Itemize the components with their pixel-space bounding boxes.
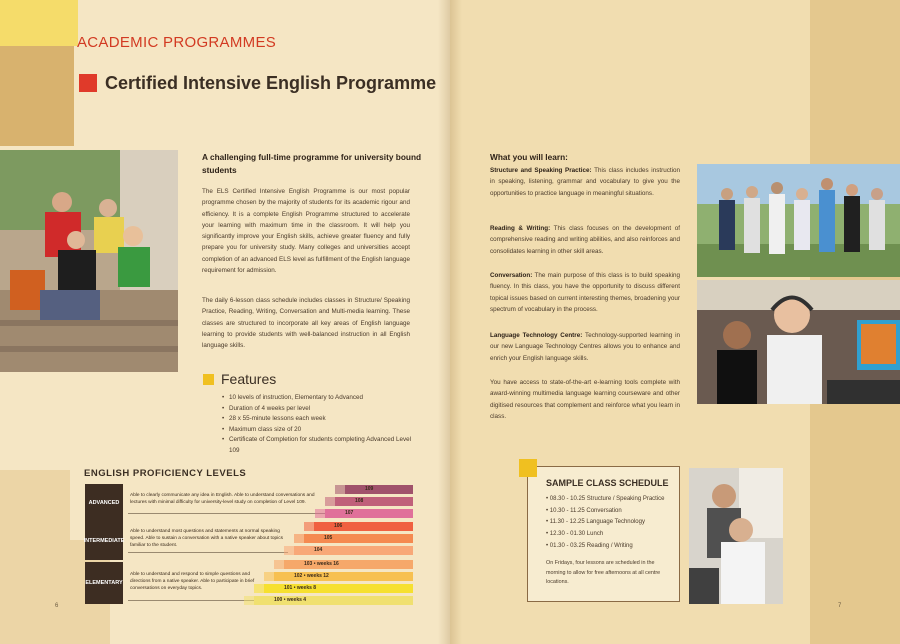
learn-text: Technology-supported learning in our new Language Technology Centres allows you to enhance and enrich your English language skills. [490,332,680,362]
level-intermediate-description: Able to understand most questions and statements at normal speaking speed. Able to sustain a conversation with a native speaker about topics familiar to the student. [130,529,284,548]
proficiency-title: ENGLISH PROFICIENCY LEVELS [84,468,247,479]
learn-item-structure [490,165,680,199]
learn-item-conversation [490,270,680,315]
level-bar-106: 106 [314,522,413,531]
learn-heading: What you will learn: [490,152,568,162]
level-bar-107: 107 [325,509,413,518]
level-bar-108: 108 [335,497,413,506]
learn-text: This class focuses on the development of comprehensive reading and writing abilities, and also reinforces and consolidates learning in other skill areas. [490,225,680,255]
schedule-list [546,494,665,553]
level-elementary-box: ELEMENTARY [85,562,123,604]
schedule-item: • 11.30 - 12.25 Language Technology [546,517,665,529]
level-advanced-box: ADVANCED [85,484,123,522]
schedule-item: • 01.30 - 03.25 Reading / Writing [546,541,665,553]
schedule-square-icon [519,459,537,477]
section-label: ACADEMIC PROGRAMMES [77,34,277,51]
level-bar-102: 102 • weeks 12 [274,572,413,581]
learn-text: This class includes instruction in speaking, listening, grammar and vocabulary to give you the opportunities to practice language in meaningful situations. [490,167,680,197]
schedule-item: • 08.30 - 10.25 Structure / Speaking Practice [546,494,665,506]
learn-item-reading [490,223,680,257]
students-on-steps-photo [0,150,178,372]
level-divider [128,600,258,601]
yellow-corner-deco [0,0,78,46]
learn-term: Structure and Speaking Practice: [490,167,592,174]
level-bar-104: 104 [294,546,413,555]
title-square-icon [79,74,97,92]
feature-item: • Maximum class size of 20 [222,425,422,436]
level-elementary-description: Able to understand and respond to simple questions and directions from a native speaker. Able to participate in brief conversations on everyday topics. [130,572,255,591]
level-bar-100: 100 • weeks 4 [254,596,413,605]
spine-shadow [438,0,462,644]
schedule-title: SAMPLE CLASS SCHEDULE [546,478,669,488]
learn-term: Language Technology Centre: [490,332,583,339]
learn-item-language-tech [490,330,680,364]
features-list [222,393,422,456]
learn-text: The main purpose of this class is to build speaking fluency. In this class, you have the opportunity to discuss different topical issues based on current interesting themes, broadening your spectrum of vocabulary in the process. [490,272,680,313]
feature-item: • 10 levels of instruction, Elementary to Advanced [222,393,422,404]
level-divider [128,552,288,553]
level-intermediate-box: INTERMEDIATE [85,522,123,560]
learn-term: Conversation: [490,272,533,279]
level-advanced-description: Able to clearly communicate any idea in English. Able to understand conversations and lectures with minimal difficulty for university-level study on completion of Level 109. [130,493,315,505]
page-number-right: 7 [838,603,842,609]
feature-item: • Duration of 4 weeks per level [222,404,422,415]
feature-item: • Certificate of Completion for students completing Advanced Level 109 [222,435,422,456]
features-title: Features [221,371,277,387]
level-divider [128,513,328,514]
students-group-photo [697,164,900,277]
schedule-item: • 12.30 - 01.30 Lunch [546,529,665,541]
level-bar-103: 103 • weeks 16 [284,560,413,569]
page-number-left: 6 [55,603,59,609]
schedule-item: • 10.30 - 11.25 Conversation [546,506,665,518]
level-bar-105: 105 [304,534,413,543]
intro-heading: A challenging full-time programme for university bound students [202,152,422,175]
students-computer-photo [689,468,783,604]
features-square-icon [203,374,214,385]
language-lab-photo [697,280,900,404]
learn-closing: You have access to state-of-the-art e-learning tools complete with award-winning multimedia language learning courseware and other digitised resources that complement and reinforce what you learn in class. [490,379,680,420]
level-bar-101: 101 • weeks 8 [264,584,413,593]
level-bar-109: 109 [345,485,413,494]
page-title: Certified Intensive English Programme [105,73,437,93]
intro-paragraph-1: The ELS Certified Intensive English Programme is our most popular programme chosen by the majority of students for its academic rigour and efficiency. It is a complete English Programme structured to accelerate your learning with maximum time in the classroom. It will help you significantly improve your English skills, achieve greater fluency and fully prepare you for university study. Many colleges and universities accept completion of an advanced ELS level as fulfillment of the English language requirement for admission. [202,188,410,275]
learn-term: Reading & Writing: [490,225,551,232]
intro-paragraph-2: The daily 6-lesson class schedule includes classes in Structure/ Speaking Practice, Reading, Writing, Conversation and Multi-media learning. These classes are structured to incorporate all key areas of English language learning to provide students with well-balanced instruction in all English language skills. [202,297,410,350]
side-deco-bar [0,46,74,146]
schedule-note: On Fridays, four lessons are scheduled in the morning to allow for free afternoons at all centre locations. [546,560,661,585]
feature-item: • 28 x 55-minute lessons each week [222,414,422,425]
